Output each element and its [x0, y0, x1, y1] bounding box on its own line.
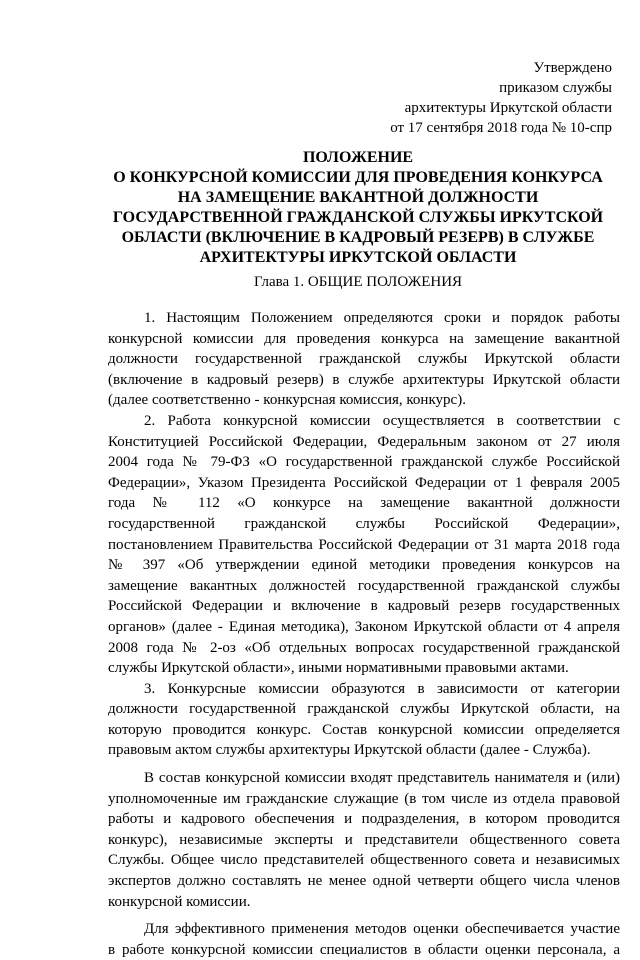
text-line: конкурс), независимые эксперты и представители общественного совета [108, 831, 620, 848]
text-line: которую проводится конкурс. Состав конкурсной комиссии определяется [108, 721, 620, 738]
text-line: (включение в кадровый резерв) в службе архитектуры Иркутской области [108, 371, 620, 388]
text-line: правовым актом службы архитектуры Иркутской области (далее - Служба). [108, 742, 591, 759]
chapter-heading: Глава 1. ОБЩИЕ ПОЛОЖЕНИЯ [253, 274, 463, 290]
approval-line: архитектуры Иркутской области [404, 100, 612, 116]
text-line: (далее соответственно - конкурсная комиссия, конкурс). [108, 392, 466, 409]
text-line: экспертов должно составлять не менее одной четверти общего числа членов [108, 873, 620, 890]
text-line: государственной гражданской службы Российской Федерации», [108, 515, 620, 532]
text-line: должности государственной гражданской службы Иркутской области, на [108, 701, 620, 718]
text-line: Конституцией Российской Федерации, Федеральным законом от 27 июля [108, 433, 620, 450]
approval-stamp [390, 58, 612, 138]
text-line: 2004 года № 79-ФЗ «О государственной гражданской службе Российской [108, 454, 620, 471]
text-line: конкурсной комиссии. [108, 893, 251, 910]
title-line: ОБЛАСТИ (ВКЛЮЧЕНИЕ В КАДРОВЫЙ РЕЗЕРВ) В СЛУЖБЕ [121, 229, 595, 246]
text-line: органов» (далее - Единая методика), Законом Иркутской области от 4 апреля [108, 618, 620, 635]
text-line: службы Иркутской области», иными нормативными правовыми актами. [108, 660, 569, 677]
text-line: 3. Конкурсные комиссии образуются в зависимости от категории [144, 680, 620, 697]
document-body [108, 308, 620, 960]
paragraph-3-continued [108, 768, 620, 912]
paragraph-3 [108, 679, 620, 761]
text-line: должности государственной гражданской службы Иркутской области [108, 351, 620, 368]
paragraph-1 [108, 308, 620, 411]
paragraph-2 [108, 411, 620, 679]
text-line: 2. Работа конкурсной комиссии осуществляется в соответствии с [144, 412, 620, 429]
text-line: в работе конкурсной комиссии специалистов в области оценки персонала, а [108, 941, 620, 958]
text-line: постановлением Правительства Российской Федерации от 31 марта 2018 года [108, 536, 620, 553]
approval-line: приказом службы [499, 80, 612, 96]
title-line: О КОНКУРСНОЙ КОМИССИИ ДЛЯ ПРОВЕДЕНИЯ КОНКУРСА [113, 169, 603, 186]
paragraph-3-continued-2 [108, 919, 620, 960]
text-line: уполномоченные им гражданские служащие (в том числе из отдела правовой [108, 790, 620, 807]
text-line: 1. Настоящим Положением определяются сроки и порядок работы [144, 310, 620, 326]
text-line: Федерации», Указом Президента Российской Федерации от 1 февраля 2005 [108, 474, 620, 491]
text-line: Для эффективного применения методов оценки обеспечивается участие [144, 921, 620, 938]
title-line: ПОЛОЖЕНИЕ [302, 149, 414, 166]
approval-line: Утверждено [533, 60, 612, 76]
title-line: НА ЗАМЕЩЕНИЕ ВАКАНТНОЙ ДОЛЖНОСТИ [177, 189, 539, 206]
text-line: Российской Федерации и включение в кадровый резерв государственных [108, 598, 620, 615]
title-line: АРХИТЕКТУРЫ ИРКУТСКОЙ ОБЛАСТИ [199, 249, 517, 266]
text-line: года № 112 «О конкурсе на замещение вакантной должности [108, 495, 620, 512]
text-line: работы и кадрового обеспечения и подразделения, в котором проводится [108, 811, 620, 828]
text-line: конкурсной комиссии для проведения конкурса на замещение вакантной [108, 330, 620, 347]
approval-line: от 17 сентября 2018 года № 10-спр [390, 120, 612, 136]
text-line: замещение вакантных должностей государственной гражданской службы [108, 577, 620, 594]
title-line: ГОСУДАРСТВЕННОЙ ГРАЖДАНСКОЙ СЛУЖБЫ ИРКУТСКОЙ [112, 209, 604, 226]
document-title [108, 148, 608, 268]
text-line: 2008 года № 2-оз «Об отдельных вопросах государственной гражданской [108, 639, 620, 656]
text-line: Службы. Общее число представителей общественного совета и независимых [108, 852, 620, 869]
text-line: № 397 «Об утверждении единой методики проведения конкурсов на [108, 557, 620, 574]
text-line: В состав конкурсной комиссии входят представитель нанимателя и (или) [144, 770, 620, 787]
